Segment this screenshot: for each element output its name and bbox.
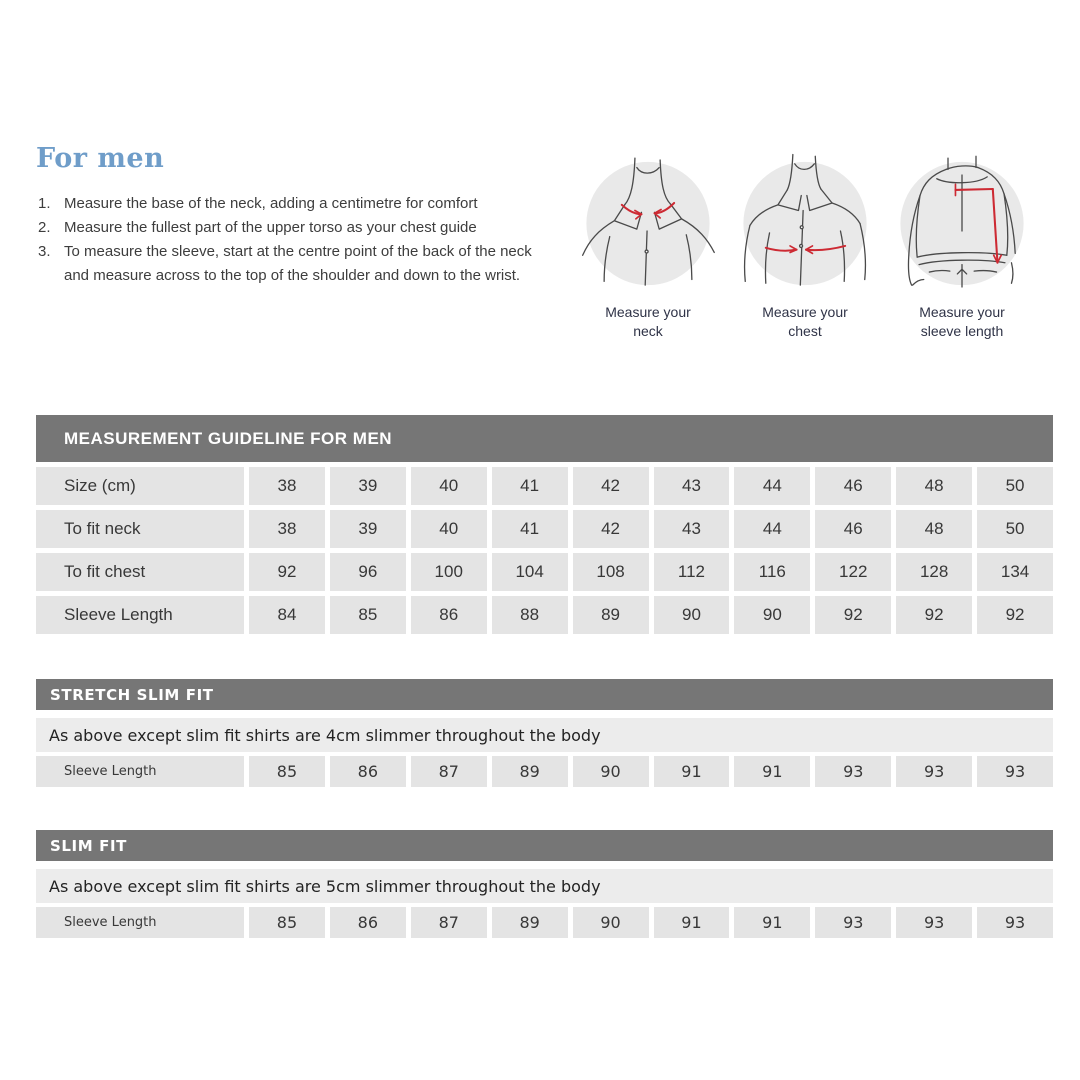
table-cell: 91 <box>654 756 730 787</box>
table-cell: 92 <box>977 596 1053 634</box>
table-cell: 50 <box>977 510 1053 548</box>
table-row <box>36 467 1053 505</box>
table-cell: 128 <box>896 553 972 591</box>
table-cell: 38 <box>249 467 325 505</box>
table-cell: 86 <box>411 596 487 634</box>
figure-caption: Measure your sleeve length <box>919 304 1005 339</box>
chest-measure-illustration-icon <box>735 144 875 295</box>
table-cell: 85 <box>330 596 406 634</box>
table-cell: 91 <box>654 907 730 938</box>
row-label: To fit neck <box>36 510 244 548</box>
table-cell: 48 <box>896 510 972 548</box>
table-cell: 41 <box>492 467 568 505</box>
table-cell: 90 <box>573 756 649 787</box>
sleeve-measure-illustration-icon <box>892 144 1032 295</box>
table-cell: 39 <box>330 467 406 505</box>
table-row <box>36 907 1053 938</box>
table-cell: 112 <box>654 553 730 591</box>
table-cell: 48 <box>896 467 972 505</box>
table-cell: 84 <box>249 596 325 634</box>
table-row <box>36 756 1053 787</box>
figure-caption: Measure your neck <box>605 304 691 339</box>
table-cell: 89 <box>573 596 649 634</box>
neck-measure-illustration-icon <box>578 144 718 295</box>
table-cell: 90 <box>654 596 730 634</box>
table-cell: 90 <box>573 907 649 938</box>
table-cell: 43 <box>654 510 730 548</box>
table-cell: 86 <box>330 907 406 938</box>
instruction-item: Measure the fullest part of the upper torso as your chest guide <box>64 219 477 236</box>
table-cell: 46 <box>815 467 891 505</box>
measurement-instructions <box>38 192 550 288</box>
table-title: MEASUREMENT GUIDELINE FOR MEN <box>36 415 1053 462</box>
table-cell: 93 <box>815 756 891 787</box>
table-cell: 93 <box>977 756 1053 787</box>
row-label: Sleeve Length <box>36 596 244 634</box>
table-title: STRETCH SLIM FIT <box>36 679 1053 710</box>
table-row <box>36 596 1053 634</box>
table-cell: 93 <box>896 756 972 787</box>
table-cell: 93 <box>977 907 1053 938</box>
table-cell: 44 <box>734 510 810 548</box>
table-cell: 89 <box>492 756 568 787</box>
measurement-figures <box>578 144 1032 341</box>
table-title: SLIM FIT <box>36 830 1053 861</box>
table-cell: 40 <box>411 467 487 505</box>
table-cell: 39 <box>330 510 406 548</box>
table-cell: 87 <box>411 756 487 787</box>
table-cell: 90 <box>734 596 810 634</box>
table-cell: 122 <box>815 553 891 591</box>
table-cell: 44 <box>734 467 810 505</box>
row-label: Sleeve Length <box>36 907 244 938</box>
table-cell: 108 <box>573 553 649 591</box>
page-title: For men <box>36 143 165 174</box>
stretch-slim-fit-table <box>36 679 1053 787</box>
table-cell: 42 <box>573 510 649 548</box>
instruction-item: To measure the sleeve, start at the centre point of the back of the neck and measure across to the top of the shoulder and down to the wrist. <box>64 243 532 284</box>
table-cell: 104 <box>492 553 568 591</box>
table-row <box>36 553 1053 591</box>
table-cell: 91 <box>734 756 810 787</box>
figure-neck <box>578 144 718 341</box>
table-cell: 46 <box>815 510 891 548</box>
table-cell: 89 <box>492 907 568 938</box>
table-cell: 91 <box>734 907 810 938</box>
row-label: Sleeve Length <box>36 756 244 787</box>
table-cell: 92 <box>815 596 891 634</box>
table-cell: 85 <box>249 907 325 938</box>
table-cell: 92 <box>896 596 972 634</box>
table-cell: 116 <box>734 553 810 591</box>
table-cell: 40 <box>411 510 487 548</box>
figure-caption: Measure your chest <box>762 304 848 339</box>
row-label: To fit chest <box>36 553 244 591</box>
measurement-guideline-table <box>36 415 1053 634</box>
table-cell: 88 <box>492 596 568 634</box>
table-cell: 93 <box>815 907 891 938</box>
figure-chest <box>735 144 875 341</box>
table-cell: 41 <box>492 510 568 548</box>
table-cell: 134 <box>977 553 1053 591</box>
table-cell: 96 <box>330 553 406 591</box>
instruction-item: Measure the base of the neck, adding a centimetre for comfort <box>64 195 478 212</box>
table-note: As above except slim fit shirts are 5cm slimmer throughout the body <box>36 869 1053 903</box>
table-cell: 42 <box>573 467 649 505</box>
table-cell: 87 <box>411 907 487 938</box>
figure-sleeve <box>892 144 1032 341</box>
row-label: Size (cm) <box>36 467 244 505</box>
table-cell: 38 <box>249 510 325 548</box>
table-cell: 43 <box>654 467 730 505</box>
table-note: As above except slim fit shirts are 4cm slimmer throughout the body <box>36 718 1053 752</box>
table-cell: 50 <box>977 467 1053 505</box>
table-cell: 92 <box>249 553 325 591</box>
table-cell: 86 <box>330 756 406 787</box>
table-row <box>36 510 1053 548</box>
slim-fit-table <box>36 830 1053 938</box>
table-cell: 93 <box>896 907 972 938</box>
table-cell: 100 <box>411 553 487 591</box>
table-cell: 85 <box>249 756 325 787</box>
